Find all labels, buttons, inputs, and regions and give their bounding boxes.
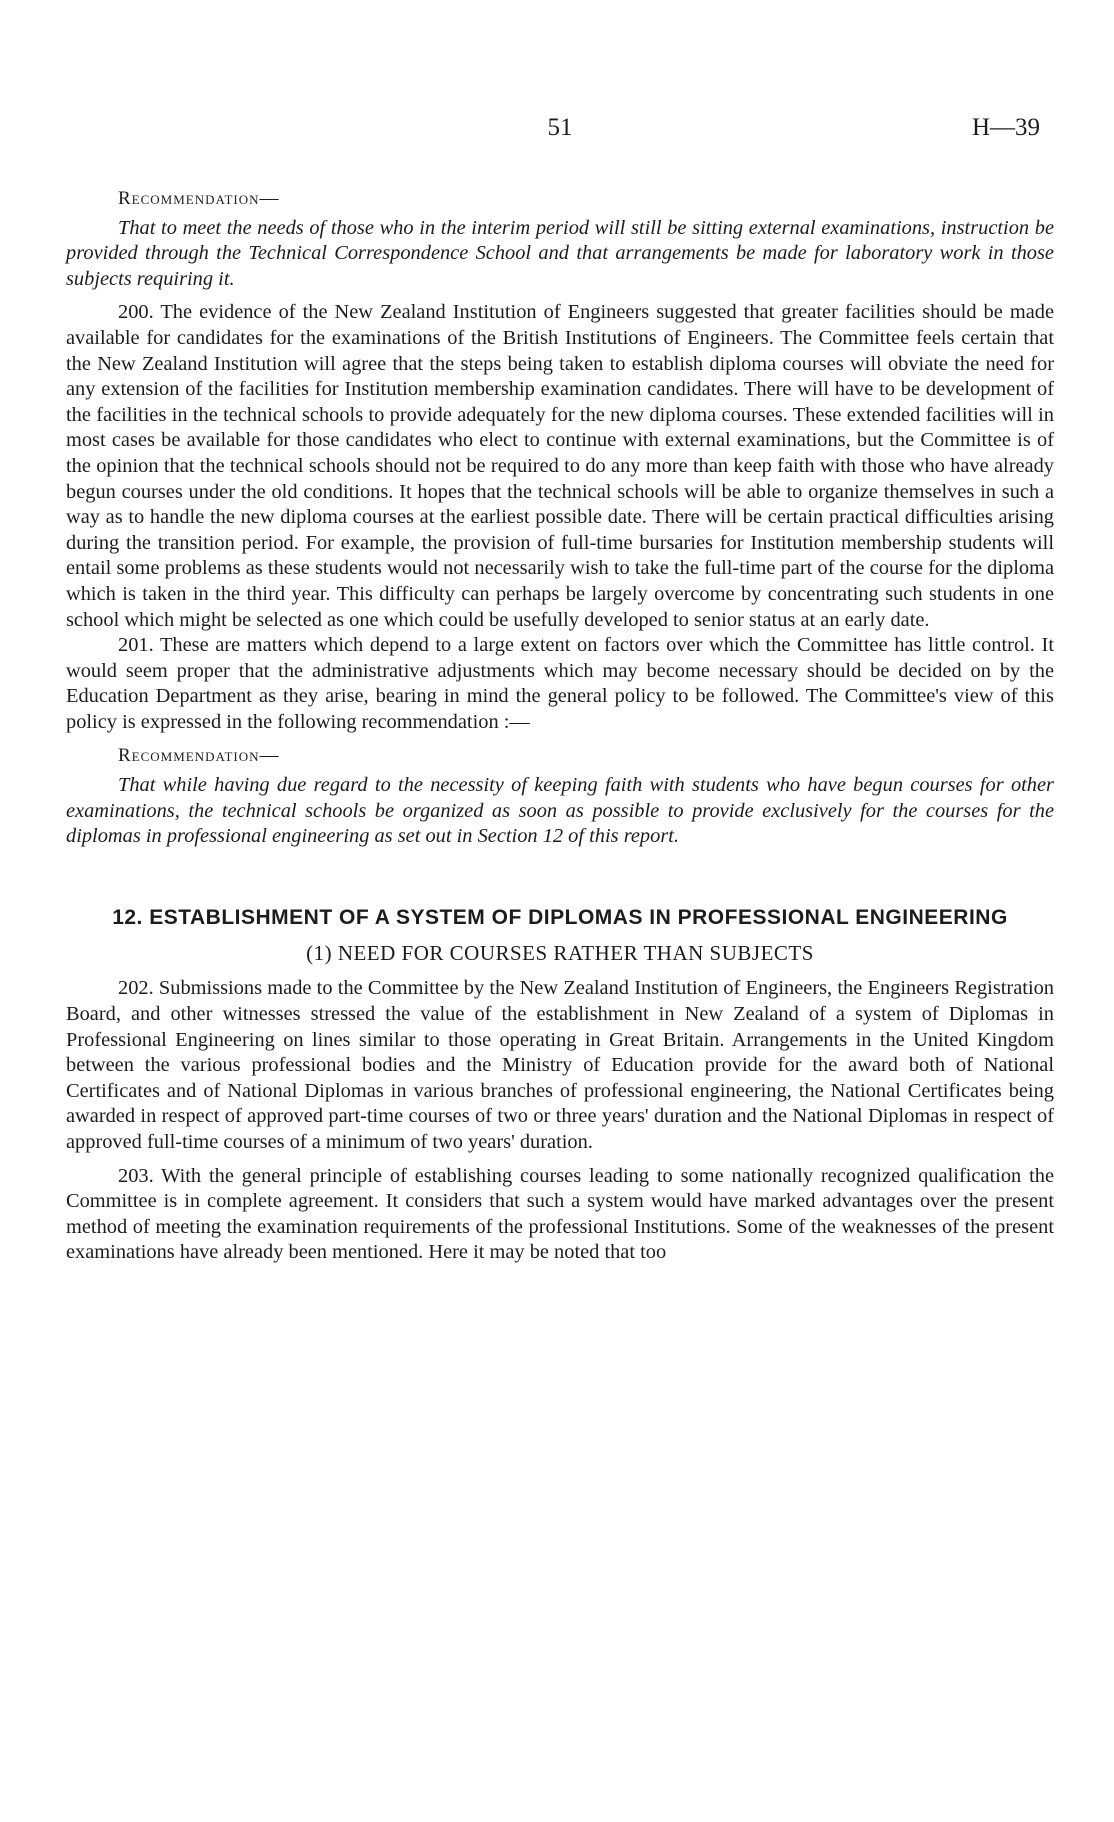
paragraph-203: 203. With the general principle of establishing courses leading to some nationally recognized qualification the Committee is in complete agreement. It considers that such a system would have marked advantages over the present method of meeting the examination requirements of the professional Institutions. Some of the weaknesses of the present examinations have already been mentioned. Here it may be noted that too: [66, 1164, 1054, 1264]
recommendation-label: Recommendation—: [118, 745, 280, 767]
page-number: 51: [547, 114, 573, 141]
recommendation-text: That to meet the needs of those who in the interim period will still be sitting external examinations, instruction be provided through the Technical Correspondence School and that arrangements be made for laboratory work in those subjects requiring it.: [66, 216, 1054, 290]
paragraph-200: 200. The evidence of the New Zealand Institution of Engineers suggested that greater facilities should be made available for candidates for the examinations of the British Institutions of Engineers. The Committee feels certain that the New Zealand Institution will agree that the steps being taken to establish diploma courses will obviate the need for any extension of the facilities for Institution membership examination candidates. There will have to be development of the facilities in the technical schools to provide adequately for the new diploma courses. These extended facilities will in most cases be available for those candidates who elect to continue with external examinations, but the Committee is of the opinion that the technical schools should not be required to do any more than keep faith with those who have already begun courses under the old conditions. It hopes that the technical schools will be able to organize themselves in such a way as to handle the new diploma courses at the earliest possible date. There will be certain practical difficulties arising during the transition period. For example, the provision of full-time bursaries for Institution membership students will entail some problems as these students would not necessarily wish to take the full-time part of the course for the diploma which is taken in the third year. This difficulty can perhaps be largely overcome by concentrating such students in one school which might be selected as one which could be usefully developed to senior status at an early date.: [66, 301, 1054, 631]
paragraph-202: 202. Submissions made to the Committee by the New Zealand Institution of Engineers, the Engineers Registration Board, and other witnesses stressed the value of the establishment in New Zealand of a system of Diplomas in Professional Engineering on lines similar to those operating in Great Britain. Arrangements in the United Kingdom between the various professional bodies and the Ministry of Education provide for the award both of National Certificates and of National Diplomas in various branches of professional engineering, the National Certificates being awarded in respect of approved part-time courses of two or three years' duration and the National Diplomas in respect of approved full-time courses of a minimum of two years' duration.: [66, 977, 1054, 1153]
body-text: [66, 186, 1054, 1266]
recommendation-label: Recommendation—: [118, 188, 280, 209]
section-heading: 12. ESTABLISHMENT OF A SYSTEM OF DIPLOMAS IN PROFESSIONAL ENGINEERING: [112, 905, 1008, 929]
paragraph-201: 201. These are matters which depend to a large extent on factors over which the Committee has little control. It would seem proper that the administrative adjustments which may become necessary should be decided on by the Education Department as they arise, bearing in mind the general policy to be followed. The Committee's view of this policy is expressed in the following recommendation :—: [66, 634, 1054, 733]
document-code: H—39: [971, 114, 1040, 141]
section-subheading: (1) NEED FOR COURSES RATHER THAN SUBJECTS: [306, 940, 814, 965]
recommendation-text: That while having due regard to the necessity of keeping faith with students who have begun courses for other examinations, the technical schools be organized as soon as possible to provide exclusively for the courses for the diplomas in professional engineering as set out in Section 12 of this report.: [66, 774, 1054, 848]
